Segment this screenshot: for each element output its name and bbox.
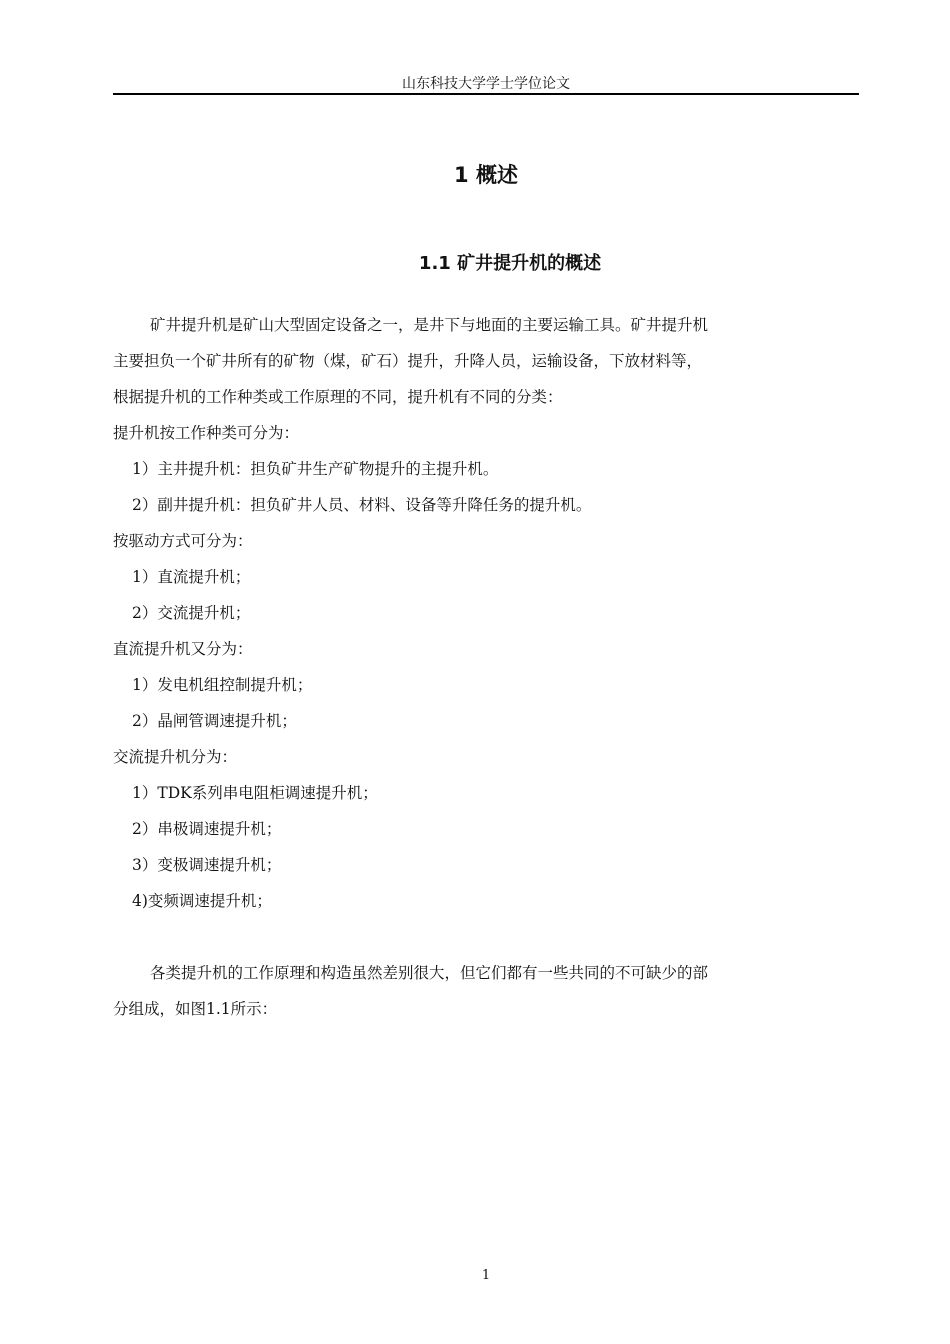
list-item: 1）主井提升机：担负矿井生产矿物提升的主提升机。 — [132, 460, 499, 478]
closing-line-1: 各类提升机的工作原理和构造虽然差别很大，但它们都有一些共同的不可缺少的部 — [150, 964, 709, 982]
drive-heading: 按驱动方式可分为： — [113, 532, 253, 550]
list-item: 3）变极调速提升机； — [132, 856, 282, 874]
list-item: 2）串极调速提升机； — [132, 820, 282, 838]
list-item: 1）发电机组控制提升机； — [132, 676, 313, 694]
dc-heading: 直流提升机又分为： — [113, 640, 253, 658]
intro-line-2: 主要担负一个矿井所有的矿物（煤，矿石）提升，升降人员，运输设备，下放材料等， — [113, 352, 703, 370]
running-header: 山东科技大学学士学位论文 — [402, 76, 570, 92]
chapter-title: 1 概述 — [454, 163, 518, 187]
paragraph-gap — [113, 919, 859, 955]
list-item: 2）交流提升机； — [132, 604, 251, 622]
work-type-heading: 提升机按工作种类可分为： — [113, 424, 300, 442]
ac-heading: 交流提升机分为： — [113, 748, 238, 766]
intro-line-3: 根据提升机的工作种类或工作原理的不同，提升机有不同的分类： — [113, 388, 563, 406]
list-item: 2）晶闸管调速提升机； — [132, 712, 297, 730]
closing-line-2: 分组成，如图1.1所示： — [113, 1000, 278, 1018]
list-item: 4)变频调速提升机； — [132, 892, 272, 910]
list-item: 1）TDK系列串电阻柜调速提升机； — [132, 784, 378, 802]
body-text — [113, 307, 859, 1027]
list-item: 2）副井提升机：担负矿井人员、材料、设备等升降任务的提升机。 — [132, 496, 592, 514]
section-title: 1.1 矿井提升机的概述 — [418, 253, 602, 274]
page-number: 1 — [481, 1268, 491, 1283]
list-item: 1）直流提升机； — [132, 568, 251, 586]
header-divider — [113, 93, 859, 95]
intro-line-1: 矿井提升机是矿山大型固定设备之一，是井下与地面的主要运输工具。矿井提升机 — [150, 316, 709, 334]
